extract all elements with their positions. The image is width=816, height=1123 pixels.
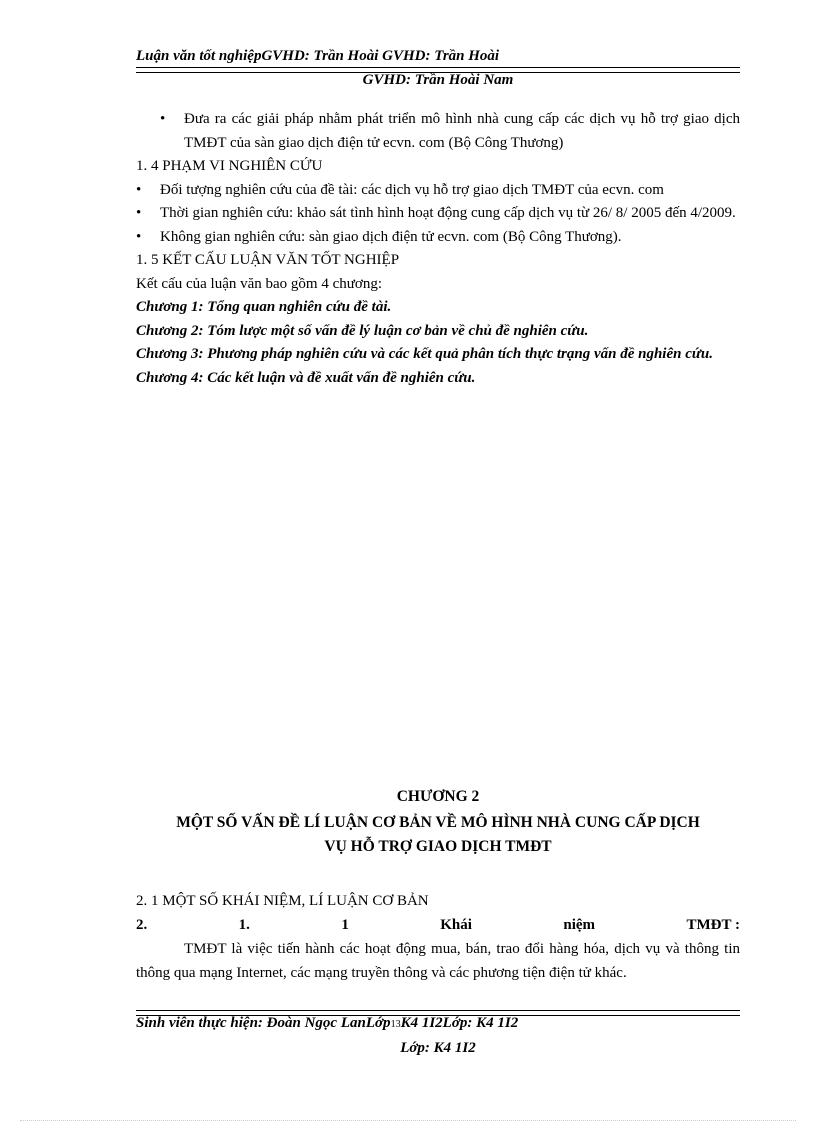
header-line: Luận văn tốt nghiệpGVHD: Trần Hoài GVHD: Trần Hoài xyxy=(136,48,500,64)
subsection-heading xyxy=(136,914,740,937)
subsection-word: TMĐT : xyxy=(686,917,740,933)
bullet-text: Đối tượng nghiên cứu của đề tài: các dịch vụ hỗ trợ giao dịch TMĐT của ecvn. com xyxy=(160,181,664,198)
bullet-icon: • xyxy=(136,228,142,245)
list-item xyxy=(136,108,740,155)
footer-student: Sinh viên thực hiện: Đoàn Ngọc LanLớp xyxy=(136,1015,391,1031)
chapter-title-line2: VỤ HỖ TRỢ GIAO DỊCH TMĐT xyxy=(324,838,552,855)
footer-class: K4 1I2Lớp: K4 1I2 xyxy=(400,1015,519,1031)
chapter-item: Chương 4: Các kết luận và đề xuất vấn đề nghiên cứu. xyxy=(136,369,476,386)
chapter-item: Chương 2: Tóm lược một số vấn đề lý luận cơ bản về chủ đề nghiên cứu. xyxy=(136,322,589,339)
section-heading: 1. 5 KẾT CẤU LUẬN VĂN TỐT NGHIỆP xyxy=(136,252,400,268)
bullet-text: Thời gian nghiên cứu: khảo sát tình hình hoạt động cung cấp dịch vụ từ 26/ 8/ 2005 đến 4/2009. xyxy=(160,205,736,221)
list-item xyxy=(136,179,740,203)
section-heading: 1. 4 PHẠM VI NGHIÊN CỨU xyxy=(136,158,323,174)
chapter-item: Chương 1: Tổng quan nghiên cứu đề tài. xyxy=(136,299,392,315)
body-text xyxy=(136,108,740,390)
list-item xyxy=(136,226,740,250)
footer-line xyxy=(136,1015,740,1032)
chapter-title-line1: MỘT SỐ VẤN ĐỀ LÍ LUẬN CƠ BẢN VỀ MÔ HÌNH NHÀ CUNG CẤP DỊCH xyxy=(176,814,700,831)
bullet-icon: • xyxy=(136,181,142,198)
list-item xyxy=(136,202,740,226)
bullet-icon: • xyxy=(136,205,142,221)
subsection-word: niệm xyxy=(563,917,596,933)
footer-class-line: Lớp: K4 1I2 xyxy=(400,1040,476,1056)
subsection-word: Khái xyxy=(440,917,472,933)
bullet-text: Đưa ra các giải pháp nhằm phát triển mô hình nhà cung cấp các dịch vụ hỗ trợ giao dịch TMĐT của sàn giao dịch điện tử ecvn. com (Bộ Công Thương) xyxy=(184,111,740,151)
subsection-number: 1 xyxy=(341,917,349,933)
bullet-icon: • xyxy=(160,111,166,127)
subsection-number: 2. xyxy=(136,917,148,933)
page-edge-divider xyxy=(20,1120,796,1121)
definition-paragraph: TMĐT là việc tiến hành các hoạt động mua, bán, trao đổi hàng hóa, dịch vụ và thông tin thông qua mạng Internet, các mạng truyền thông và các phương tiện điện tử khác. xyxy=(136,941,740,981)
chapter-label: CHƯƠNG 2 xyxy=(396,788,480,805)
header-advisor: GVHD: Trần Hoài Nam xyxy=(362,72,514,88)
bullet-text: Không gian nghiên cứu: sàn giao dịch điện tử ecvn. com (Bộ Công Thương). xyxy=(160,228,622,245)
subsection-number: 1. xyxy=(238,917,250,933)
intro-text: Kết cấu của luận văn bao gồm 4 chương: xyxy=(136,275,382,292)
section-heading: 2. 1 MỘT SỐ KHÁI NIỆM, LÍ LUẬN CƠ BẢN xyxy=(136,893,429,909)
page-number: 13 xyxy=(390,1019,401,1030)
chapter-item: Chương 3: Phương pháp nghiên cứu và các kết quả phân tích thực trạng vấn đề nghiên cứu. xyxy=(136,346,713,362)
